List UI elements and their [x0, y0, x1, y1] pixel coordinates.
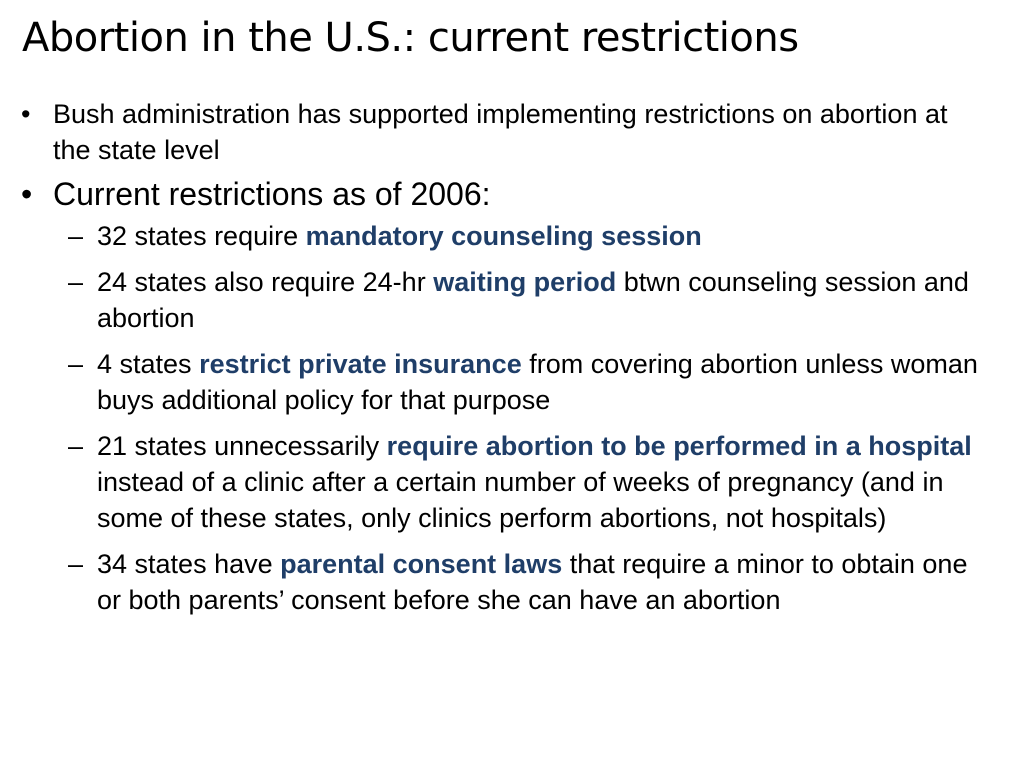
sub-bullet-text: 24 states also require 24-hr [97, 267, 434, 297]
bullet-marker: • [21, 99, 31, 129]
slide-content [0, 96, 1024, 628]
sub-bullet-item [0, 546, 1024, 618]
sub-bullet-item [0, 346, 1024, 418]
sub-bullet-item [0, 428, 1024, 536]
dash-marker: – [68, 431, 84, 461]
dash-marker: – [68, 549, 84, 579]
highlighted-term: mandatory counseling session [305, 221, 702, 251]
sub-bullet-text: from covering abortion unless woman buys additional policy for that purpose [97, 349, 978, 415]
sub-bullet-text: that require a minor to obtain one or both parents’ consent before she can have an abortion [97, 549, 968, 615]
bullet-marker: • [21, 176, 33, 212]
sub-bullet-item [0, 218, 1024, 254]
bullet-item [0, 96, 1024, 168]
slide-title: Abortion in the U.S.: current restrictions [22, 15, 799, 61]
bullet-text: Bush administration has supported implementing restrictions on abortion at the state level [53, 99, 948, 165]
highlighted-term: waiting period [433, 267, 617, 297]
sub-bullet-item [0, 264, 1024, 336]
sub-bullet-text: 32 states require [97, 221, 306, 251]
sub-bullet-text: 4 states [97, 349, 200, 379]
bullet-item [0, 174, 1024, 214]
sub-bullet-text: 21 states unnecessarily [97, 431, 387, 461]
sub-bullet-text: instead of a clinic after a certain number of weeks of pregnancy (and in some of these states, only clinics perform abortions, not hospitals) [97, 467, 944, 533]
dash-marker: – [68, 221, 84, 251]
dash-marker: – [68, 349, 84, 379]
highlighted-term: require abortion to be performed in a hospital [386, 431, 972, 461]
sub-bullet-text: btwn counseling session and abortion [97, 267, 969, 333]
highlighted-term: restrict private insurance [199, 349, 522, 379]
highlighted-term: parental consent laws [280, 549, 563, 579]
sub-bullet-text: 34 states have [97, 549, 281, 579]
dash-marker: – [68, 267, 84, 297]
bullet-text: Current restrictions as of 2006: [53, 176, 491, 212]
